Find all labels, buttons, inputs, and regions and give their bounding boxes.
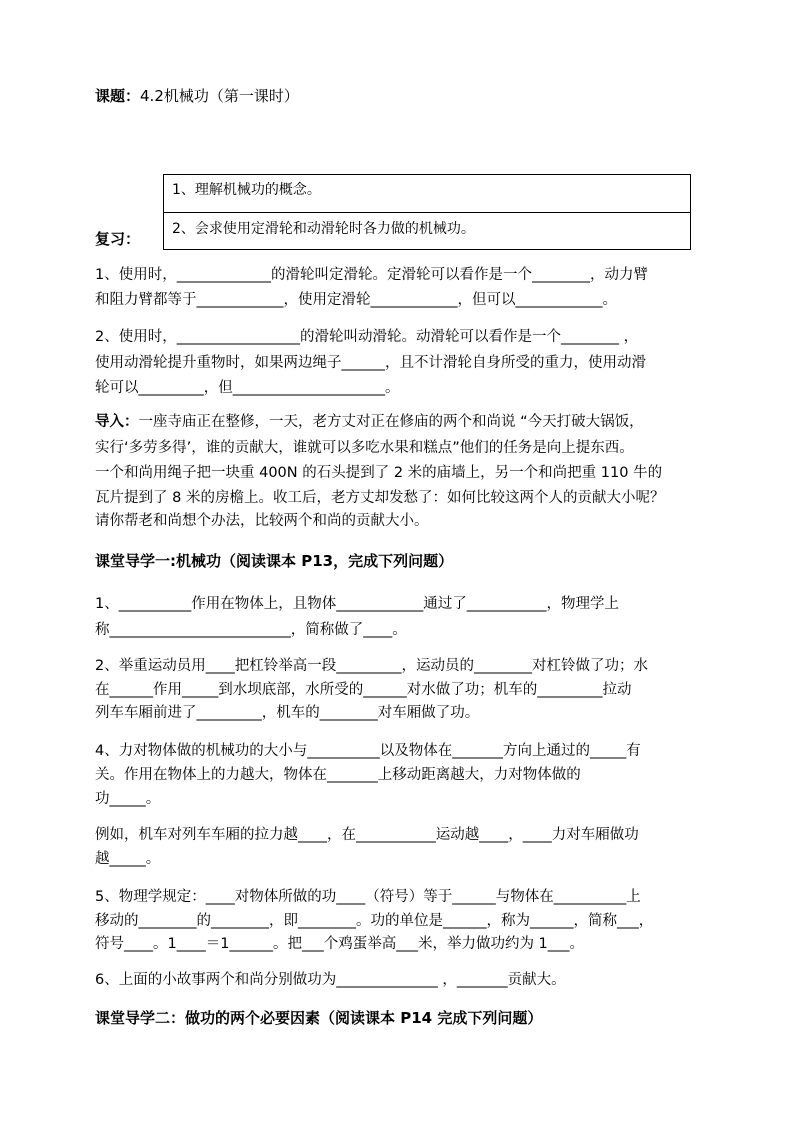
s1-q1-line2: 称_________________________，简称做了____。	[95, 622, 407, 638]
lesson-title	[95, 85, 299, 106]
s1-example-line2: 越_____。	[95, 851, 161, 867]
s1-example-line1: 例如，机车对列车车厢的拉力越____，在___________运动越____，____力对车厢做功	[95, 827, 639, 843]
review-q1-line1: 1、使用时，_____________的滑轮叫定滑轮。定滑轮可以看作是一个________，动力臂	[95, 267, 648, 283]
s1-q5-line3: 符号____。1____＝1______。把___个鸡蛋举高___米，举力做功约为 1___。	[95, 936, 585, 952]
review-q1-line2: 和阻力臂都等于____________，使用定滑轮____________，但可以____________。	[95, 292, 617, 308]
intro-line1	[95, 412, 644, 432]
s1-q5-line2: 移动的________的________，即________。功的单位是______，称为______，简称___，	[95, 913, 654, 929]
intro-text-1: 一座寺庙正在整修，一天，老方丈对正在修庙的两个和尚说 “今天打破大锅饭，	[138, 414, 644, 430]
s1-q4-line1: 4、力对物体做的机械功的大小与__________以及物体在_______方向上通过的_____有	[95, 743, 641, 759]
review-q2-line2: 使用动滑轮提升重物时，如果两边绳子______，且不计滑轮自身所受的重力，使用动滑	[95, 355, 646, 371]
s1-q4-line2: 关。作用在物体上的力越大，物体在_______上移动距离越大，力对物体做的	[95, 767, 581, 783]
objectives-table	[163, 174, 691, 250]
s1-q2-line1: 2、举重运动员用____把杠铃举高一段_________，运动员的________对杠铃做了功；水	[95, 658, 648, 674]
s1-q5-line1: 5、物理学规定：____对物体所做的功____（符号）等于______与物体在__________上	[95, 889, 641, 905]
title-text: 4.2机械功（第一课时）	[140, 87, 299, 105]
s1-q6-line1: 6、上面的小故事两个和尚分别做功为______________ ，_______贡献大。	[95, 972, 566, 988]
table-divider	[164, 212, 690, 213]
intro-line2: 实行‘多劳多得’，谁的贡献大，谁就可以多吃水果和糕点”他们的任务是向上提东西。	[95, 440, 634, 456]
review-q2-line1: 2、使用时，_________________的滑轮叫动滑轮。动滑轮可以看作是一个________ ，	[95, 329, 639, 345]
intro-line3: 一个和尚用绳子把一块重 400N 的石头提到了 2 米的庙墙上，另一个和尚把重 110 牛的	[95, 465, 663, 481]
s1-q2-line3: 列车车厢前进了_________，机车的________对车厢做了功。	[95, 705, 480, 721]
title-label: 课题：	[95, 87, 141, 105]
section1-heading: 课堂导学一:机械功（阅读课本 P13，完成下列问题）	[95, 552, 454, 570]
section2-heading: 课堂导学二：做功的两个必要因素（阅读课本 P14 完成下列问题）	[95, 1009, 543, 1027]
review-q2-line3: 轮可以_________，但_____________________。	[95, 380, 400, 396]
intro-label: 导入：	[95, 414, 139, 430]
s1-q1-line1: 1、__________作用在物体上，且物体____________通过了___________，物理学上	[95, 596, 619, 612]
s1-q2-line2: 在______作用_____到水坝底部，水所受的______对水做了功；机车的_________拉动	[95, 682, 632, 698]
intro-line4: 瓦片提到了 8 米的房檐上。收工后，老方丈却发愁了：如何比较这两个人的贡献大小呢？	[95, 490, 665, 506]
intro-line5: 请你帮老和尚想个办法，比较两个和尚的贡献大小。	[95, 513, 429, 529]
objective-1: 1、理解机械功的概念。	[172, 182, 321, 198]
objective-2: 2、会求使用定滑轮和动滑轮时各力做的机械功。	[172, 221, 475, 237]
review-label: 复习：	[95, 230, 141, 248]
s1-q4-line3: 功_____。	[95, 791, 161, 807]
